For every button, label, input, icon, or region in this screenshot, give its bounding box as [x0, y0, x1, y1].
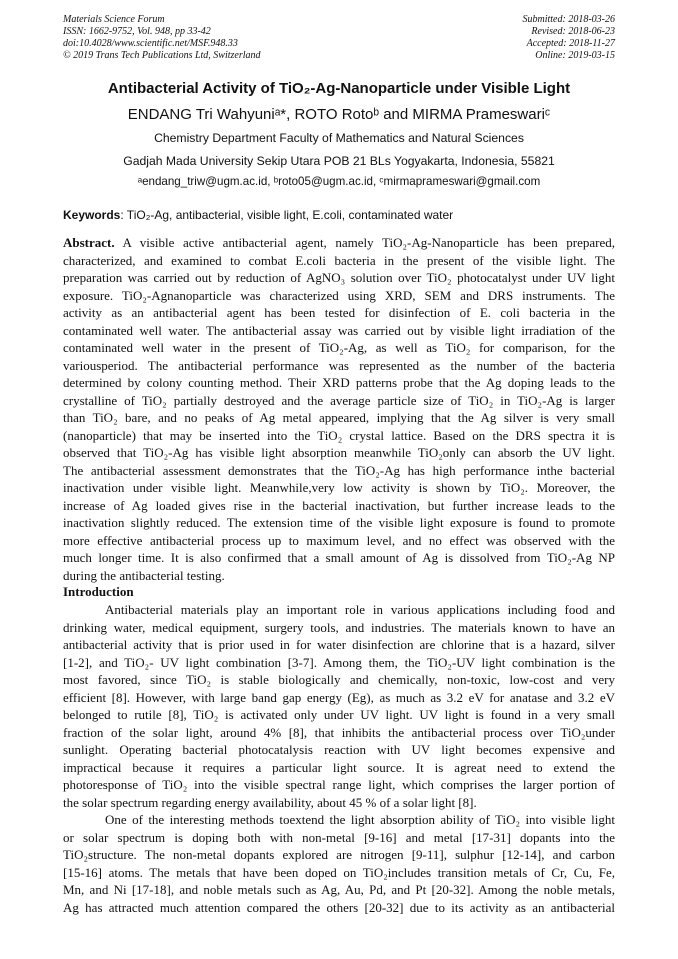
abstract-line: The antibacterial assessment demonstrates that the TiO₂-Ag has high performance inthe bacterial [63, 462, 615, 478]
paragraph-line: [15-16] atoms. The metals that have been doped on TiO₂includes transition metals of Cr, Cu, Fe, [63, 864, 615, 880]
keywords [63, 208, 453, 222]
abstract-line: inactivation slightly reduced. The extension time of the visible light exposure is found to promote [63, 515, 615, 530]
paragraph-line: Ag has attracted much attention compared the others [20-32] due to its activity as an antibacterial [63, 899, 615, 915]
journal-name: Materials Science Forum [63, 14, 165, 25]
abstract-line: observed that TiO₂-Ag has visible light absorption meanwhile TiO₂only can absorb the UV light. [63, 445, 615, 460]
authors: ENDANG Tri Wahyuniᵃ*, ROTO Rotoᵇ and MIRMA Prameswariᶜ [127, 106, 551, 123]
paragraph-line: fraction of the solar light, around 4% [8], that inhibits the antibacterial process over TiO₂under [63, 724, 615, 740]
abstract-line: variousperiod. The antibacterial performance was represented as the number of the bacteria [63, 357, 615, 373]
paper-title: Antibacterial Activity of TiO₂-Ag-Nanoparticle under Visible Light [107, 80, 571, 97]
submitted-date: Submitted: 2018-03-26 [522, 14, 615, 25]
paragraph-line: drinking water, medical equipment, surgery tools, and industries. The materials known to have an [63, 619, 615, 635]
online-date: Online: 2019-03-15 [535, 50, 615, 61]
dates-info [523, 14, 616, 62]
paragraph-line: most favored, since TiO₂ is stable biologically and chemically, non-toxic, low-cost and very [63, 672, 615, 687]
paragraph-line: Mn, and Ni [17-18], and noble metals such as Ag, Au, Pd, and Pt [20-32]. Among the noble metals, [63, 882, 615, 897]
journal-info [63, 14, 261, 62]
paragraph-line: TiO₂structure. The non-metal dopants explored are nitrogen [9-11], sulphur [12-14], and carbon [63, 847, 615, 862]
abstract-line: contaminated well water in the present of TiO₂-Ag, as well as TiO₂ for comparison, for the [63, 340, 615, 355]
keywords-list: : TiO₂-Ag, antibacterial, visible light, E.coli, contaminated water [120, 208, 454, 222]
accepted-date: Accepted: 2018-11-27 [526, 38, 615, 49]
paragraph-line: Antibacterial materials play an important role in various applications including food and [105, 602, 615, 617]
affiliation-department: Chemistry Department Faculty of Mathematics and Natural Sciences [154, 131, 524, 145]
abstract-line: increase of Ag loaded gives rise in the bacterial inactivation, but further increase leads to the [63, 497, 615, 513]
abstract-line: preparation was carried out by reduction of AgNO₃ solution over TiO₂ photocatalyst under UV light [63, 270, 615, 285]
paragraph-line: impractical because it requires a particular light source. It is agreat need to extend the [63, 759, 615, 775]
doi: doi:10.4028/www.scientific.net/MSF.948.33 [63, 38, 238, 49]
copyright: © 2019 Trans Tech Publications Ltd, Switzerland [63, 50, 261, 61]
abstract-line: than TiO₂ bare, and no peaks of Ag metal appeared, implying that the Ag silver is very small [63, 410, 615, 425]
introduction-body [63, 601, 615, 916]
revised-date: Revised: 2018-06-23 [531, 26, 615, 37]
abstract [63, 234, 615, 584]
abstract-line: during the antibacterial testing. [63, 567, 225, 583]
author-emails: ᵃendang_triw@ugm.ac.id, ᵇroto05@ugm.ac.id, ᶜmirmaprameswari@gmail.com [137, 175, 541, 188]
abstract-line [63, 234, 615, 252]
abstract-label: Abstract. [63, 235, 115, 250]
abstract-line: determined by colony counting method. Their XRD patterns probe that the Ag doping leads to the [63, 375, 615, 390]
paragraph-line: photoresponse of TiO₂ into the visible spectral range light, which comprises the larger portion of [63, 777, 615, 792]
abstract-line: (nanoparticle) that may be inserted into the TiO₂ crystal lattice. Based on the DRS spectra it is [63, 427, 615, 443]
paragraph-line: sunlight. Operating bacterial photocatalysis reaction with UV light becomes expensive and [63, 742, 615, 757]
paragraph-line: One of the interesting methods toextend the light absorption ability of TiO₂ into visible light [105, 812, 615, 827]
affiliation-address: Gadjah Mada University Sekip Utara POB 21 BLs Yogyakarta, Indonesia, 55821 [123, 154, 555, 168]
abstract-line: exposure. TiO₂-Agnanoparticle was characterized using XRD, SEM and DRS instruments. The [63, 287, 615, 303]
paragraph-line: efficient [8]. However, with large band gap energy (Eg), as much as 3.2 eV for anatase and 3.2 eV [63, 689, 615, 705]
introduction-heading: Introduction [63, 584, 134, 599]
abstract-line: inactivation under visible light. Meanwhile,very low activity is shown by TiO₂. Moreover, the [63, 480, 615, 495]
issn: ISSN: 1662-9752, Vol. 948, pp 33-42 [63, 26, 211, 37]
abstract-line: activity as an antibacterial agent has been tested for disinfection of E. coli bacteria in the [63, 305, 615, 320]
abstract-line: more effective antibacterial process up to maximum level, and no effect was observed with the [63, 532, 615, 548]
paragraph-line: [1-2], and TiO₂- UV light combination [3-7]. Among them, the TiO₂-UV light combination is the [63, 654, 615, 670]
abstract-line: characterized, and examined to combat E.coli bacteria in the present of the visible light. The [63, 252, 615, 268]
abstract-line: crystalline of TiO₂ partially destroyed and the average particle size of TiO₂ in TiO₂-Ag is larger [63, 392, 615, 408]
abstract-line: contaminated well water. The antibacterial assay was carried out by visible light irradiation of the [63, 322, 615, 338]
paragraph-line: the solar spectrum regarding energy availability, about 45 % of a solar light [8]. [63, 794, 477, 810]
paragraph-line: antibacterial activity that is prior used in for water disinfection are chlorine that is a hazard, silver [63, 637, 615, 652]
paragraph-line: belonged to rutile [8], TiO₂ is activated only under UV light. UV light is found in a very small [63, 707, 615, 722]
abstract-line: much longer time. It is also confirmed that a small amount of Ag is dissolved from TiO₂-Ag NP [63, 550, 615, 565]
paragraph-line: or solar spectrum is doping both with non-metal [9-16] and metal [17-31] dopants into the [63, 829, 615, 845]
keywords-label: Keywords [63, 208, 121, 222]
abstract-text: A visible active antibacterial agent, namely TiO₂-Ag-Nanoparticle has been prepared, [114, 235, 615, 250]
